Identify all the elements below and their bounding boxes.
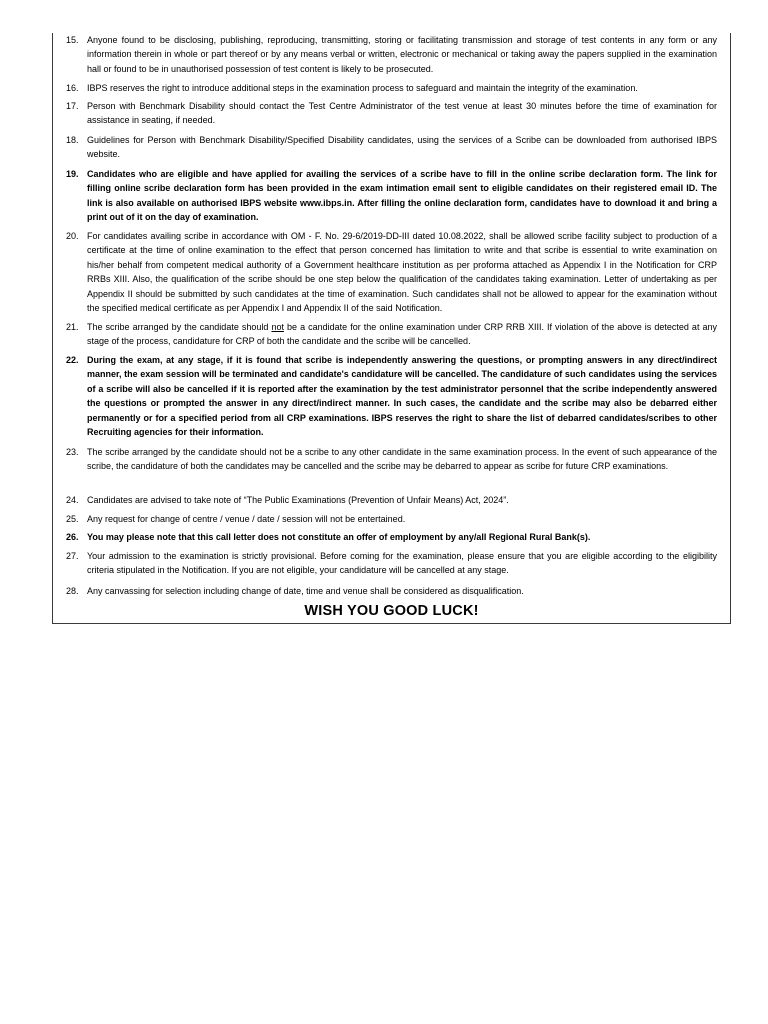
instruction-item	[66, 320, 717, 349]
instruction-item	[66, 512, 717, 526]
item-text: Candidates are advised to take note of “The Public Examinations (Prevention of Unfair Means) Act, 2024”.	[87, 495, 509, 505]
instruction-item	[66, 530, 717, 544]
item-text-part: The scribe arranged by the candidate should	[87, 322, 272, 332]
instruction-item	[66, 493, 717, 507]
item-text	[87, 320, 717, 349]
instruction-item	[66, 445, 717, 474]
item-text: Any request for change of centre / venue / date / session will not be entertained.	[87, 514, 406, 524]
item-text: The scribe arranged by the candidate should not be a scribe to any other candidate in the same examination process. In the event of such appearance of the scribe, the candidature of both the candidates may be cancelled and the scribe may be debarred to appear as scribe for future CRP examinations.	[87, 447, 717, 472]
instruction-item	[66, 81, 717, 95]
item-text: Person with Benchmark Disability should contact the Test Centre Administrator of the test venue at least 30 minutes before the time of examination for assistance in seating, if needed.	[87, 101, 717, 126]
item-number: 26.	[66, 532, 79, 542]
item-number: 17.	[66, 101, 79, 111]
item-text: For candidates availing scribe in accordance with OM - F. No. 29-6/2019-DD-III dated 10.08.2022, shall be allowed scribe facility subject to production of a certificate at the time of online examination to the effect that person concerned has limitation to write and that scribe is essential to write examination on his/her behalf from competent medical authority of a Government healthcare institution as per proforma attached as Appendix I in the Notification for CRP RRBs XIII. Also, the qualification of the scribe should be one step below the qualification of the candidates taking examination. Letter of undertaking as per Appendix II should be submitted by such candidates at the time of examination. Such candidates shall not be allowed to appear for the examination without the specified medical certificate as per Appendix I and Appendix II of the said Notification.	[87, 231, 717, 314]
item-text: Your admission to the examination is strictly provisional. Before coming for the examination, please ensure that you are eligible according to the eligibility criteria stipulated in the Notification. If you are not eligible, your candidature will be cancelled at any stage.	[87, 551, 717, 576]
item-number: 24.	[66, 495, 79, 505]
item-number: 21.	[66, 322, 79, 332]
item-number: 18.	[66, 135, 79, 145]
item-number: 27.	[66, 551, 79, 561]
item-number: 16.	[66, 83, 79, 93]
instruction-item	[66, 133, 717, 162]
closing-message: WISH YOU GOOD LUCK!	[304, 603, 479, 619]
item-number: 23.	[66, 447, 79, 457]
item-text: During the exam, at any stage, if it is found that scribe is independently answering the questions, or prompting answers in any direct/indirect manner, the exam session will be terminated and candidate's candidature will be cancelled. The candidature of such candidates using the services of a scribe will also be cancelled if it is reported after the examination by the test administrator personnel that the scribe independently answered the questions or prompted the answer in any direct/indirect manner. In such cases, the candidate and the scribe may also be debarred either permanently or for a specified period from all CRP examinations. IBPS reserves the right to share the list of debarred candidates/scribes to other Recruiting agencies for their information.	[87, 355, 717, 438]
instruction-item	[66, 549, 717, 578]
instruction-item	[66, 229, 717, 315]
item-number: 15.	[66, 35, 79, 45]
emphasis-not: not	[271, 322, 284, 332]
item-number: 25.	[66, 514, 79, 524]
instruction-item	[66, 584, 717, 598]
item-number: 20.	[66, 231, 79, 241]
item-text: Any canvassing for selection including change of date, time and venue shall be considered as disqualification.	[87, 586, 524, 596]
instruction-item	[66, 353, 717, 439]
item-text: IBPS reserves the right to introduce additional steps in the examination process to safeguard and maintain the integrity of the examination.	[87, 83, 638, 93]
item-number: 22.	[66, 355, 79, 365]
instruction-item	[66, 167, 717, 225]
item-number: 19.	[66, 169, 79, 179]
item-text: Anyone found to be disclosing, publishing, reproducing, transmitting, storing or facilitating transmission and storage of test contents in any form or any information therein in whole or part thereof or by any means verbal or written, electronic or mechanical or taking away the papers supplied in the examination hall or found to be in unauthorised possession of test content is likely to be prosecuted.	[87, 35, 717, 74]
item-text-part: be a candidate for the online examination under CRP RRB XIII. If violation of the above is detected at any stage of the process, candidature for CRP of both the candidate and the scribe will be cancelled.	[87, 322, 717, 347]
instruction-item	[66, 99, 717, 128]
instruction-item	[66, 33, 717, 76]
item-text: You may please note that this call letter does not constitute an offer of employment by any/all Regional Rural Bank(s).	[87, 532, 591, 542]
item-text: Guidelines for Person with Benchmark Disability/Specified Disability candidates, using the services of a Scribe can be downloaded from authorised IBPS website.	[87, 135, 717, 160]
item-number: 28.	[66, 586, 79, 596]
item-text: Candidates who are eligible and have applied for availing the services of a scribe have to fill in the online scribe declaration form. The link for filling online scribe declaration form has been provided in the exam intimation email sent to eligible candidates on their registered email ID. The link is also available on authorised IBPS website www.ibps.in. After filling the online declaration form, candidates have to download it and bring a print out of it on the day of examination.	[87, 169, 717, 223]
